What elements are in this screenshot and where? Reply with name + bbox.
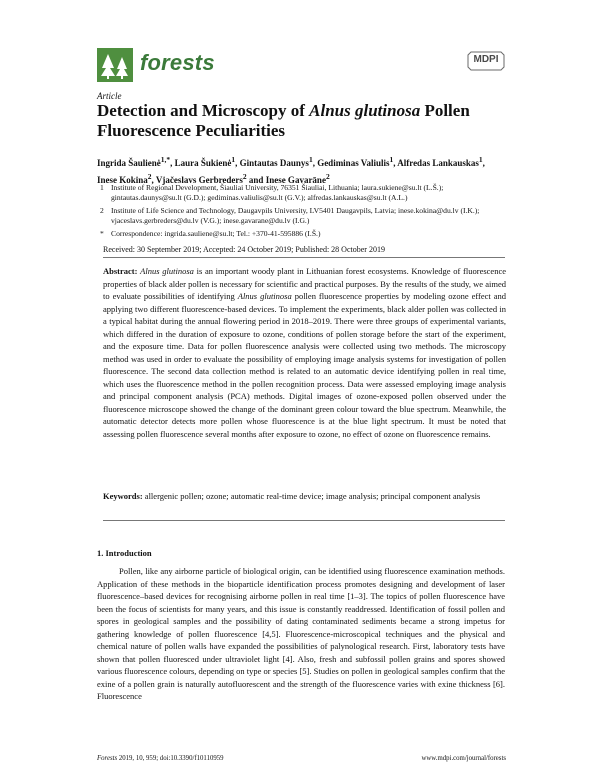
abstract-label: Abstract:	[103, 266, 138, 276]
correspondence	[97, 229, 507, 239]
article-title	[97, 101, 517, 141]
author[interactable]: Vjačeslavs Gerbreders$^2$	[155, 172, 247, 185]
species-name: Alnus glutinosa	[140, 266, 194, 276]
affiliation-number: 2	[100, 206, 104, 215]
species-name: Alnus glutinosa	[237, 291, 292, 301]
article-type: Article	[97, 91, 122, 101]
journal-name: forests	[140, 50, 215, 75]
affiliation	[97, 183, 507, 203]
journal-url[interactable]: www.mdpi.com/journal/forests	[421, 755, 506, 762]
title-part: Pollen Fluorescence Peculiarities	[97, 101, 470, 140]
introduction-text: Pollen, like any airborne particle of biological origin, can be identified using fluorescence examination methods. Application of these methods in the bioparticle identification process promotes designing and development of laser fluorescence–based devices for recognising airborne pollen in real time [1–3]. The topics of pollen fluorescence have been the focus of scientists for many years, and this issue is constantly readdressed. Identification of fossil pollen and spores in geological samples and the possibility of dating contaminated sediments became a strong impetus for gathering knowledge of pollen fluorescence [4,5]. Fluorescence-microscopical techniques and the physical and chemical nature of pollen walls have expanded the possibilities of palynological research. First, laboratory tests have shown that pollen fluoresced under ultraviolet light [4]. Also, fresh and subfossil pollen grains and spores showed various fluorescence colours, depending on type or species [5]. Studies on pollen in geological samples confirm that the exine of a pollen grain is naturally autofluorescent and the strength of the fluorescence varies with exine thickness [6]. Fluorescence	[97, 566, 505, 701]
title-part: Detection and Microscopy of	[97, 101, 310, 120]
author[interactable]: Inese Kokina$^2$	[97, 172, 152, 185]
author[interactable]: Alfredas Lankauskas$^1$	[397, 155, 483, 168]
affiliation-number: *	[100, 229, 104, 238]
title-species: Alnus glutinosa	[309, 101, 421, 120]
mdpi-logo	[467, 51, 505, 71]
section-heading: 1. Introduction	[97, 548, 152, 558]
abstract: Abstract: Alnus glutinosa is an important woody plant in Lithuanian forest ecosystems. Knowledge of fluorescence properties of black alder pollen is necessary for scientific and practical purposes. By the results of the study, we aimed to evaluate possibilities of identifying Alnus glutinosa pollen fluorescence properties by modeling ozone effect and applying two different fluorescence-based devices. To implement the experiments, black alder pollen was collected in a typical habitat during the annual flowering period in 2018–2019. There were three groups of experimental variants, which differed in the duration of exposure to ozone, conditions of pollen storage before the start of the experiment, and the exposure time. Data for pollen fluorescence analysis were collected using two methods. The microscopy method was used in order to evaluate the possibility of employing image analysis systems for investigation of pollen fluorescence. The second data collection method is related to an automatic device identifying pollen in real time, which uses the fluorescence method in the pollen recognition process. Data were assessed employing image analysis and principal component analysis (PCA) methods. Digital images of ozone-exposed pollen observed under the fluorescence microscope showed the change of the dominant green colour toward the blue spectrum. Meanwhile, the automatic detector detects more pollen whose fluorescence is at the blue light spectrum. It must be noted that assessing pollen fluorescence several months after exposure to ozone, no effect of ozone on fluorescence remains.	[103, 266, 506, 439]
affiliation-text: Institute of Life Science and Technology, Daugavpils University, LV5401 Daugavpils, Latvia; inese.kokina@du.lv (I.K.); vjaceslavs.gerbreders@du.lv (V.G.); inese.gavarane@du.lv (I.G.)	[111, 206, 480, 225]
mdpi-text: MDPI	[473, 54, 499, 65]
author[interactable]: Ingrida Šaulienė$^{1,*}$	[97, 155, 171, 168]
citation-details: 2019, 10, 959; doi:10.3390/f10110959	[117, 755, 224, 762]
keywords-label: Keywords:	[103, 491, 143, 501]
keywords-text: allergenic pollen; ozone; automatic real-time device; image analysis; principal component analysis	[142, 491, 481, 501]
affiliation	[97, 206, 507, 226]
author[interactable]: Gediminas Valiulis$^1$	[317, 155, 394, 168]
affiliation-number: 1	[100, 183, 104, 192]
citation	[97, 755, 224, 762]
forests-logo-icon	[97, 48, 133, 82]
author-list: Ingrida Šaulienė$^{1,*}$, Laura Šukienė$^1$, Gintautas Daunys$^1$, Gediminas Valiulis$^1$, Alfredas Lankauskas$^1$, Inese Kokina$^2$, Vjačeslavs Gerbreders$^2$ and Inese Gavarāne$^2$	[97, 155, 485, 185]
citation-journal: Forests	[97, 755, 118, 762]
author[interactable]: Laura Šukienė$^1$	[174, 155, 236, 168]
divider	[103, 520, 505, 521]
publication-dates: Received: 30 September 2019; Accepted: 24 October 2019; Published: 28 October 2019	[103, 245, 385, 254]
author[interactable]: Inese Gavarāne$^2$	[265, 172, 330, 185]
author[interactable]: Gintautas Daunys$^1$	[239, 155, 313, 168]
affiliation-text: Institute of Regional Development, Šiauliai University, 76351 Šiauliai, Lithuania; laura.sukiene@su.lt (L.Š.); gintautas.daunys@su.lt (G.D.); gediminas.valiulis@su.lt (G.V.); alfredas.lankauskas@su.lt (A.L.)	[111, 183, 444, 202]
correspondence-text: Correspondence: ingrida.sauliene@su.lt; Tel.: +370-41-595886 (I.Š.)	[111, 229, 321, 238]
divider	[103, 257, 505, 258]
keywords	[103, 490, 506, 503]
